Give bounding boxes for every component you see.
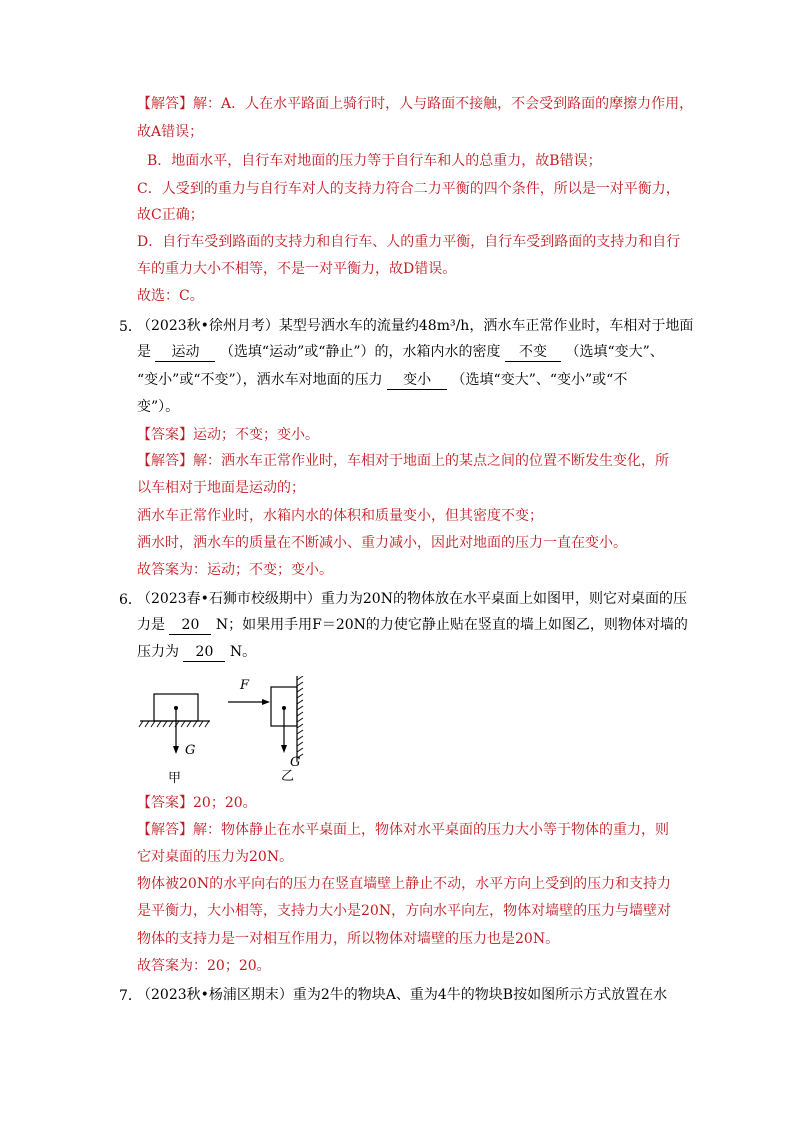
figure-caption-yi: 乙: [281, 769, 295, 784]
force-arrowhead: [262, 699, 270, 705]
q6-answer: 【答案】20；20。: [137, 795, 257, 811]
q4-solution-line-6: D．自行车受到路面的支持力和自行车、人的重力平衡，自行车受到路面的支持力和自行: [137, 234, 681, 250]
q5-stem-line-1: （2023秋•徐州月考）某型号洒水车的流量约48m³/h，洒水车正常作业时，车相对于地面: [137, 318, 694, 334]
q5-blank-3: 变小: [387, 372, 447, 390]
q6-blank-2: 20: [183, 644, 225, 662]
gravity-arrowhead: [173, 746, 179, 754]
q6-text: 压力为: [137, 644, 179, 660]
q6-figure: [130, 676, 330, 791]
q6-solution-line-4: 是平衡力，大小相等，支持力大小是20N，方向水平向左，物体对墙壁的压力与墙壁对: [137, 903, 672, 919]
q5-text: 是: [137, 344, 151, 360]
q6-solution-line-1: 【解答】解：物体静止在水平桌面上，物体对水平桌面的压力大小等于物体的重力，则: [137, 822, 669, 838]
q6-solution-line-5: 物体的支持力是一对相互作用力，所以物体对墙壁的压力也是20N。: [137, 931, 560, 947]
q5-solution-line-2: 以车相对于地面是运动的；: [137, 480, 305, 496]
q4-solution-line-2: 故A错误；: [137, 124, 204, 140]
gravity-label: G: [185, 743, 196, 758]
wall-hatching: [297, 676, 303, 758]
table-hatching: [139, 721, 209, 727]
q5-text: （选填“变大”、: [565, 344, 664, 360]
q5-stem-line-2: [137, 342, 664, 362]
q6-text: N；如果用手用F＝20N的力使它静止贴在竖直的墙上如图乙，则物体对墙的: [215, 617, 688, 633]
q5-text: （选填“运动”或“静止”）的，水箱内水的密度: [219, 344, 501, 360]
figure-caption-jia: 甲: [168, 771, 182, 786]
q6-blank-1: 20: [169, 617, 211, 635]
q4-final-choice: 故选：C。: [137, 288, 204, 304]
q5-answer: 【答案】运动；不变；变小。: [137, 427, 319, 443]
q6-solution-line-2: 它对桌面的压力为20N。: [137, 849, 294, 865]
q5-blank-1: 运动: [155, 344, 215, 362]
q4-solution-line-7: 车的重力大小不相等，不是一对平衡力，故D错误。: [137, 261, 457, 277]
q5-stem-line-4: 变”）。: [137, 399, 180, 415]
q5-final-answer: 故答案为：运动；不变；变小。: [137, 562, 333, 578]
q7-stem-line-1: （2023秋•杨浦区期末）重为2牛的物块A、重为4牛的物块B按如图所示方式放置在水: [137, 987, 668, 1003]
q6-solution-line-3: 物体被20N的水平向右的压力在竖直墙壁上静止不动，水平方向上受到的压力和支持力: [137, 876, 672, 892]
q6-stem-line-3: [137, 642, 256, 662]
q6-stem-line-2: [137, 615, 688, 635]
force-label: F: [240, 678, 250, 693]
q5-blank-2: 不变: [505, 344, 561, 362]
q4-solution-line-1: 【解答】解：A．人在水平路面上骑行时，人与路面不接触，不会受到路面的摩擦力作用，: [137, 96, 694, 112]
figure-yi: [228, 676, 303, 784]
q6-text: N。: [229, 644, 257, 660]
q5-text: “变小”或“不变”），洒水车对地面的压力: [137, 372, 383, 388]
q4-solution-line-5: 故C正确；: [137, 207, 204, 223]
gravity-label: G: [290, 755, 301, 770]
q6-number: 6．: [119, 592, 142, 608]
q5-solution-line-4: 洒水时，洒水车的质量在不断减小、重力减小，因此对地面的压力一直在变小。: [137, 535, 627, 551]
gravity-arrowhead: [281, 745, 287, 753]
q6-text: 力是: [137, 617, 165, 633]
q4-solution-line-3: B．地面水平，自行车对地面的压力等于自行车和人的总重力，故B错误；: [147, 153, 602, 169]
q5-number: 5．: [119, 319, 142, 335]
q5-solution-line-3: 洒水车正常作业时，水箱内水的体积和质量变小，但其密度不变；: [137, 508, 543, 524]
q6-final-answer: 故答案为：20；20。: [137, 958, 271, 974]
q4-solution-line-4: C．人受到的重力与自行车对人的支持力符合二力平衡的四个条件，所以是一对平衡力，: [137, 181, 680, 197]
q6-stem-line-1: （2023春•石狮市校级期中）重力为20N的物体放在水平桌面上如图甲，则它对桌面的压: [137, 591, 687, 607]
q5-stem-line-3: [137, 370, 627, 390]
q5-text: （选填“变大”、“变小”或“不: [451, 372, 628, 388]
q5-solution-line-1: 【解答】解：洒水车正常作业时，车相对于地面上的某点之间的位置不断发生变化，所: [137, 453, 669, 469]
q7-number: 7．: [119, 988, 142, 1004]
figure-jia: [139, 694, 210, 786]
